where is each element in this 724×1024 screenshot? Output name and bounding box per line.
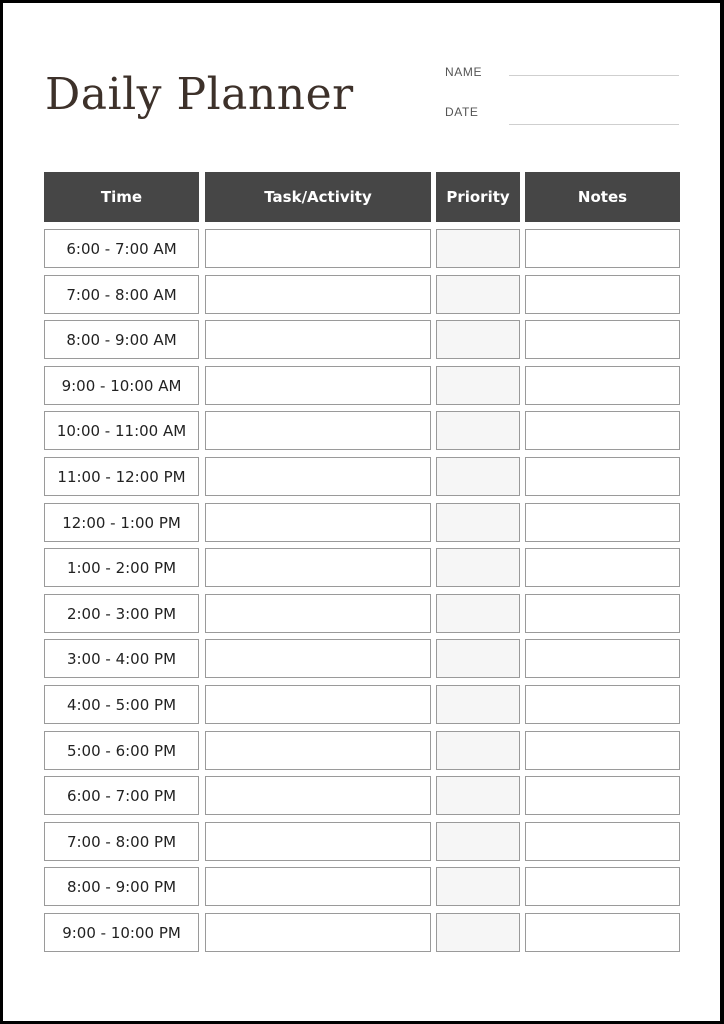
time-slot-cell: 1:00 - 2:00 PM xyxy=(44,548,199,587)
notes-cell[interactable] xyxy=(525,731,680,770)
task-cell[interactable] xyxy=(205,776,431,815)
task-cell[interactable] xyxy=(205,867,431,906)
notes-cell[interactable] xyxy=(525,457,680,496)
notes-cell[interactable] xyxy=(525,275,680,314)
notes-cell[interactable] xyxy=(525,320,680,359)
task-cell[interactable] xyxy=(205,731,431,770)
time-slot-cell: 7:00 - 8:00 PM xyxy=(44,822,199,861)
time-slot-cell: 6:00 - 7:00 PM xyxy=(44,776,199,815)
task-cell[interactable] xyxy=(205,822,431,861)
priority-cell[interactable] xyxy=(436,685,520,724)
time-slot-cell: 2:00 - 3:00 PM xyxy=(44,594,199,633)
time-slot-cell: 6:00 - 7:00 AM xyxy=(44,229,199,268)
time-slot-cell: 11:00 - 12:00 PM xyxy=(44,457,199,496)
priority-cell[interactable] xyxy=(436,411,520,450)
notes-cell[interactable] xyxy=(525,913,680,952)
notes-cell[interactable] xyxy=(525,503,680,542)
column-header-time: Time xyxy=(44,172,199,222)
notes-cell[interactable] xyxy=(525,229,680,268)
date-label: DATE xyxy=(445,105,479,119)
notes-cell[interactable] xyxy=(525,822,680,861)
notes-cell[interactable] xyxy=(525,776,680,815)
name-label: NAME xyxy=(445,65,483,79)
priority-cell[interactable] xyxy=(436,320,520,359)
time-slot-cell: 9:00 - 10:00 PM xyxy=(44,913,199,952)
notes-cell[interactable] xyxy=(525,548,680,587)
task-cell[interactable] xyxy=(205,320,431,359)
name-field-line[interactable] xyxy=(509,75,679,76)
priority-cell[interactable] xyxy=(436,503,520,542)
notes-cell[interactable] xyxy=(525,411,680,450)
time-slot-cell: 8:00 - 9:00 PM xyxy=(44,867,199,906)
priority-cell[interactable] xyxy=(436,639,520,678)
priority-cell[interactable] xyxy=(436,776,520,815)
time-slot-cell: 5:00 - 6:00 PM xyxy=(44,731,199,770)
priority-cell[interactable] xyxy=(436,822,520,861)
time-slot-cell: 8:00 - 9:00 AM xyxy=(44,320,199,359)
priority-cell[interactable] xyxy=(436,548,520,587)
notes-cell[interactable] xyxy=(525,639,680,678)
priority-cell[interactable] xyxy=(436,366,520,405)
priority-cell[interactable] xyxy=(436,275,520,314)
task-cell[interactable] xyxy=(205,275,431,314)
column-header-task: Task/Activity xyxy=(205,172,431,222)
task-cell[interactable] xyxy=(205,411,431,450)
time-slot-cell: 10:00 - 11:00 AM xyxy=(44,411,199,450)
page-title: Daily Planner xyxy=(45,69,354,120)
task-cell[interactable] xyxy=(205,594,431,633)
priority-cell[interactable] xyxy=(436,229,520,268)
task-cell[interactable] xyxy=(205,639,431,678)
task-cell[interactable] xyxy=(205,457,431,496)
priority-cell[interactable] xyxy=(436,867,520,906)
time-slot-cell: 4:00 - 5:00 PM xyxy=(44,685,199,724)
time-slot-cell: 7:00 - 8:00 AM xyxy=(44,275,199,314)
notes-cell[interactable] xyxy=(525,685,680,724)
task-cell[interactable] xyxy=(205,503,431,542)
task-cell[interactable] xyxy=(205,913,431,952)
notes-cell[interactable] xyxy=(525,366,680,405)
task-cell[interactable] xyxy=(205,366,431,405)
priority-cell[interactable] xyxy=(436,594,520,633)
task-cell[interactable] xyxy=(205,229,431,268)
time-slot-cell: 12:00 - 1:00 PM xyxy=(44,503,199,542)
task-cell[interactable] xyxy=(205,548,431,587)
task-cell[interactable] xyxy=(205,685,431,724)
date-field-line[interactable] xyxy=(509,124,679,125)
notes-cell[interactable] xyxy=(525,594,680,633)
priority-cell[interactable] xyxy=(436,913,520,952)
priority-cell[interactable] xyxy=(436,457,520,496)
column-header-priority: Priority xyxy=(436,172,520,222)
time-slot-cell: 3:00 - 4:00 PM xyxy=(44,639,199,678)
column-header-notes: Notes xyxy=(525,172,680,222)
notes-cell[interactable] xyxy=(525,867,680,906)
time-slot-cell: 9:00 - 10:00 AM xyxy=(44,366,199,405)
priority-cell[interactable] xyxy=(436,731,520,770)
